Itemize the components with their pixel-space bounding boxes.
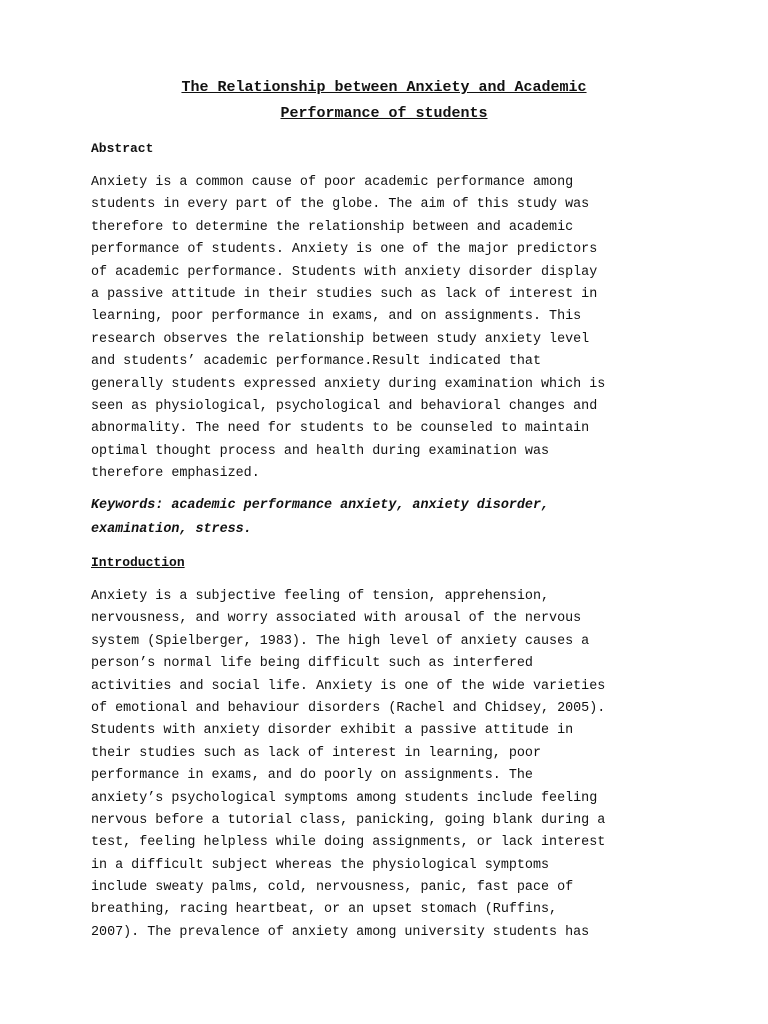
introduction-line: nervousness, and worry associated with arousal of the nervous bbox=[91, 611, 582, 627]
abstract-line: abnormality. The need for students to be counseled to maintain bbox=[91, 421, 590, 437]
abstract-line: a passive attitude in their studies such as lack of interest in bbox=[91, 286, 598, 302]
introduction-line: include sweaty palms, cold, nervousness, panic, fast pace of bbox=[91, 880, 574, 896]
abstract-line: of academic performance. Students with anxiety disorder display bbox=[91, 264, 598, 280]
keywords-paragraph bbox=[91, 494, 691, 541]
introduction-line: Anxiety is a subjective feeling of tension, apprehension, bbox=[91, 589, 550, 604]
introduction-line: Students with anxiety disorder exhibit a passive attitude in bbox=[91, 723, 574, 739]
abstract-paragraph bbox=[91, 172, 691, 485]
document-title-line-2: Performance of students bbox=[280, 105, 488, 122]
introduction-line: nervous before a tutorial class, panicking, going blank during a bbox=[91, 812, 606, 828]
introduction-line: of emotional and behaviour disorders (Rachel and Chidsey, 2005). bbox=[91, 700, 606, 716]
introduction-line: 2007). The prevalence of anxiety among university students has bbox=[91, 924, 590, 940]
abstract-line: therefore emphasized. bbox=[91, 466, 260, 482]
abstract-line: research observes the relationship between study anxiety level bbox=[91, 331, 590, 347]
introduction-heading: Introduction bbox=[91, 555, 185, 570]
abstract-line: Anxiety is a common cause of poor academic performance among bbox=[91, 175, 574, 190]
abstract-line: generally students expressed anxiety during examination which is bbox=[91, 376, 606, 392]
abstract-line: performance of students. Anxiety is one of the major predictors bbox=[91, 242, 598, 258]
abstract-line: learning, poor performance in exams, and on assignments. This bbox=[91, 309, 582, 325]
introduction-line: test, feeling helpless while doing assignments, or lack interest bbox=[91, 835, 606, 851]
introduction-line: breathing, racing heartbeat, or an upset stomach (Ruffins, bbox=[91, 902, 558, 918]
introduction-line: person’s normal life being difficult such as interfered bbox=[91, 656, 533, 672]
document-title-line-1: The Relationship between Anxiety and Academic bbox=[181, 79, 587, 96]
introduction-line: system (Spielberger, 1983). The high level of anxiety causes a bbox=[91, 633, 590, 649]
introduction-line: activities and social life. Anxiety is one of the wide varieties bbox=[91, 678, 606, 694]
introduction-line: in a difficult subject whereas the physiological symptoms bbox=[91, 857, 550, 873]
abstract-line: optimal thought process and health during examination was bbox=[91, 443, 550, 459]
introduction-line: anxiety’s psychological symptoms among students include feeling bbox=[91, 790, 598, 806]
introduction-line: performance in exams, and do poorly on assignments. The bbox=[91, 768, 533, 784]
introduction-line: their studies such as lack of interest in learning, poor bbox=[91, 745, 541, 761]
introduction-paragraph bbox=[91, 586, 691, 944]
abstract-heading: Abstract bbox=[91, 141, 154, 156]
abstract-line: and students’ academic performance.Result indicated that bbox=[91, 354, 541, 370]
keywords-line: Keywords: academic performance anxiety, anxiety disorder, bbox=[91, 498, 550, 513]
abstract-line: students in every part of the globe. The aim of this study was bbox=[91, 197, 590, 213]
abstract-line: therefore to determine the relationship between and academic bbox=[91, 219, 574, 235]
abstract-line: seen as physiological, psychological and behavioral changes and bbox=[91, 398, 598, 414]
keywords-line: examination, stress. bbox=[91, 521, 252, 537]
